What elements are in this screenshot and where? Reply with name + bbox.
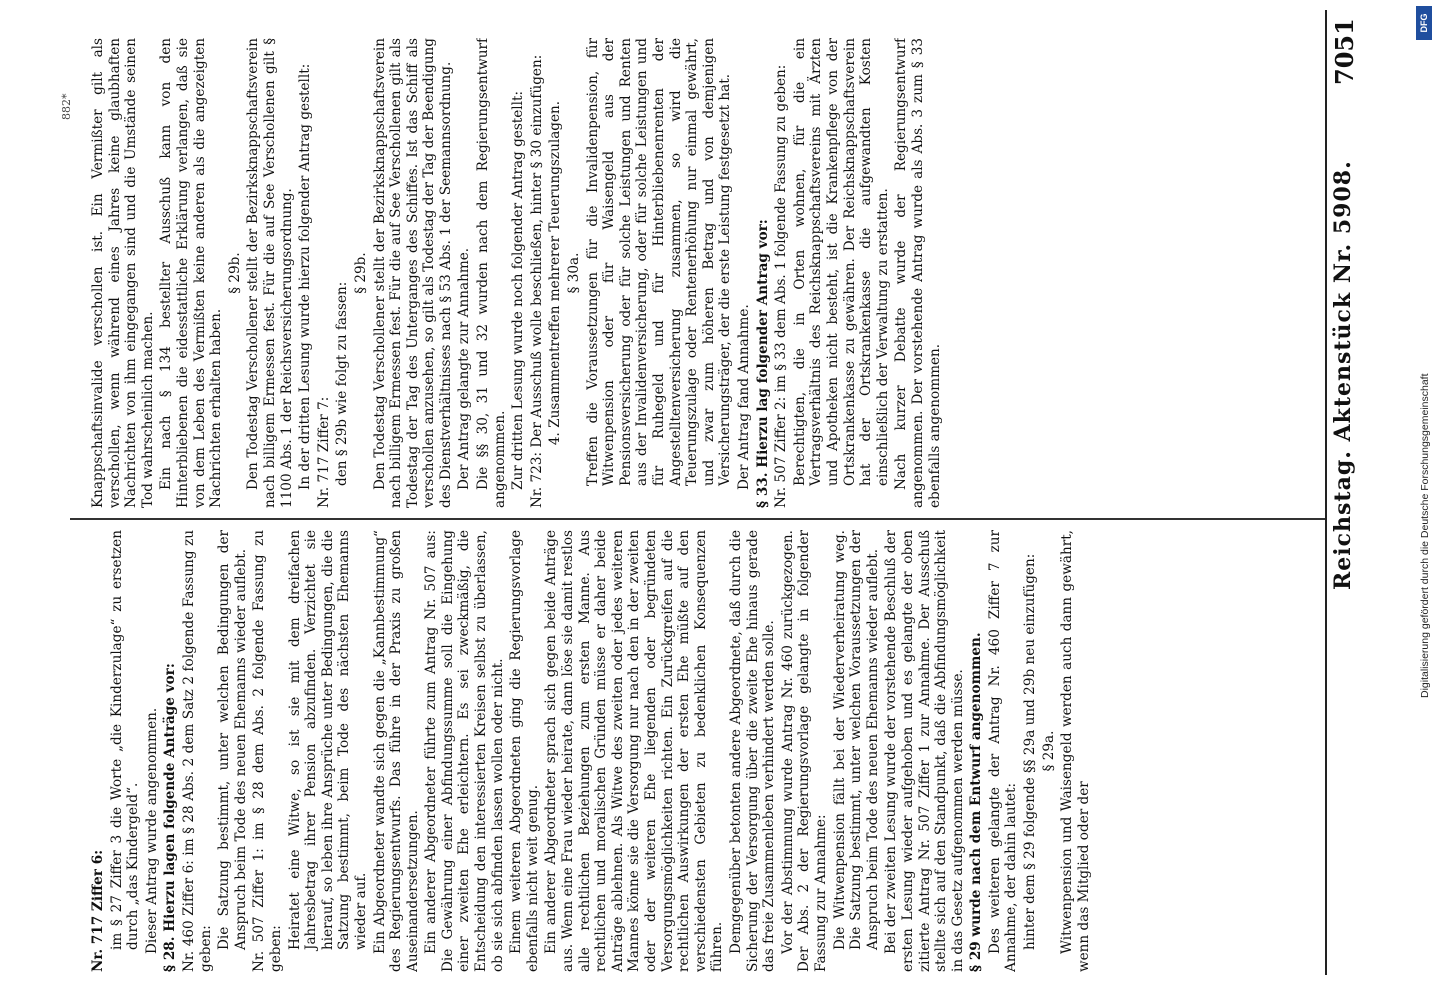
header-rule	[1325, 10, 1327, 975]
left-column-paragraph: Nr. 507 Ziffer 1: im § 28 dem Abs. 2 folgende Fassung zu geben:	[251, 530, 284, 972]
right-column-paragraph: § 29b.	[352, 252, 369, 294]
header-title: Reichstag. Aktenstück Nr. 5908.	[1330, 160, 1356, 590]
page-number: 7051	[1330, 18, 1359, 85]
right-column-paragraph: § 29b.	[226, 252, 243, 294]
dfg-logo-text: DFG	[1419, 13, 1429, 33]
left-column-paragraph: § 28. Hierzu lagen folgende Anträge vor:	[162, 663, 179, 972]
left-column-paragraph: Nr. 460 Ziffer 6: im § 28 Abs. 2 dem Satz 2 folgende Fassung zu geben:	[180, 530, 214, 972]
page-header	[1330, 0, 1370, 1000]
right-column-paragraph: Berechtigten, die in Orten wohnen, für die ein Vertragsverhältnis des Reichsknappschaftsvereins mit Ärzten und Apotheken nicht besteht, ist die Krankenpflege von der Ortskrankenkasse zu gewähren. Der Reichsknappschaftsverein hat der Ortskrankenkasse die aufgewandten Kosten einschließlich der Verwaltung zu erstatten.	[791, 38, 891, 486]
credit-text: Digitalisierung gefördert durch die Deutsche Forschungsgemeinschaft	[1419, 373, 1431, 698]
left-column-paragraph: Demgegenüber betonten andere Abgeordnete, daß durch die Sicherung der Versorgung über die zweite Ehe hinaus gerade das freie Zusammenleben verhindert werden solle.	[727, 530, 778, 972]
right-column-paragraph: Ein nach § 134 bestellter Ausschuß kann von den Hinterbliebenen die eidesstattliche Erklärung verlangen, daß sie von dem Leben des Vermißten keine anderen als die angezeigten Nachrichten erhalten haben.	[158, 38, 225, 508]
left-column-paragraph: § 29 wurde nach dem Entwurf angenommen.	[968, 632, 985, 972]
right-column-paragraph: Nr. 717 Ziffer 7:	[315, 396, 332, 508]
right-column-paragraph: § 30a.	[566, 252, 583, 294]
left-column-paragraph: hinter dem § 29 folgende §§ 29a und 29b neu einzufügen:	[1022, 553, 1039, 950]
left-column-paragraph: Die Witwenpension fällt bei der Wiederverheiratung weg. Die Satzung bestimmt, unter welchen Voraussetzungen der Anspruch beim Tode des neuen Ehemanns wieder auflebt.	[831, 530, 881, 950]
right-column-paragraph: Zur dritten Lesung wurde noch folgender Antrag gestellt:	[510, 90, 527, 490]
left-column-paragraph: Ein anderer Abgeordneter führte zum Antrag Nr. 507 aus: Die Gewährung einer Abfindungssumme soll die Eingehung einer zweiten Ehe erleichtern. Es sei zweckmäßig, die Entscheidung den interessierten Kreisen selbst zu überlassen, ob sie sich abfinden lassen wollen oder nicht.	[423, 530, 506, 972]
right-column-paragraph: Nach kurzer Debatte wurde der Regierungsentwurf angenommen. Der vorstehende Antrag wurde als Abs. 3 zum § 33 ebenfalls angenommen.	[893, 38, 943, 508]
left-column-paragraph: Ein Abgeordneter wandte sich gegen die „Kannbestimmung“ des Regierungsentwurfs. Das führe in der Praxis zu großen Auseinandersetzungen.	[371, 530, 421, 972]
left-column-paragraph: Nr. 717 Ziffer 6:	[90, 849, 106, 972]
left-column-paragraph: Die Satzung bestimmt, unter welchen Bedingungen der Anspruch beim Tode des neuen Ehemanns wieder auflebt.	[216, 530, 249, 950]
right-column-paragraph: den § 29b wie folgt zu fassen:	[334, 281, 351, 486]
right-column-paragraph: Den Todestag Verschollener stellt der Bezirksknappschaftsverein nach billigem Ermessen fest. Für die auf See Verschollenen gilt als Todestag der Tag des Unterganges des Schiffes. Ist das Schiff als verschollen anzusehen, so gilt als Todestag der Tag der Beendigung des Dienstverhältnisses nach § 53 Abs. 1 der Seemannsordnung.	[371, 38, 454, 508]
right-column-paragraph: In der dritten Lesung wurde hierzu folgender Antrag gestellt:	[297, 63, 314, 490]
left-column-paragraph: Ein anderer Abgeordneter sprach sich gegen beide Anträge aus. Wenn eine Frau wieder heirate, dann löse sie damit restlos alle rechtlichen Beziehungen zum ersten Manne. Aus rechtlichen und moralischen Gründen müsse er daher beide Anträge ablehnen. Als Witwe des zweiten oder jedes weiteren Mannes könne sie die Versorgung nur nach den in der zweiten oder der weiteren Ehe liegenden oder begründeten Versorgungsmöglichkeiten richten. Ein Zurückgreifen auf die rechtlichen Auswirkungen der ersten Ehe müßte auf den verschiedensten Gebieten zu bedenklichen Konsequenzen führen.	[543, 530, 726, 972]
column-divider	[70, 518, 1325, 520]
right-column-paragraph: Nr. 723: Der Ausschuß wolle beschließen, hinter § 30 einzufügen:	[528, 54, 545, 508]
left-column	[90, 530, 1320, 972]
right-column	[90, 38, 1320, 508]
left-column-paragraph: § 29a.	[1040, 730, 1057, 772]
left-column-paragraph: Dieser Antrag wurde angenommen.	[143, 707, 160, 954]
left-column-paragraph: Bei der zweiten Lesung wurde der vorstehende Beschluß der ersten Lesung wieder aufgehoben und es gelangte der oben zitierte Antrag Nr. 507 Ziffer 1 zur Annahme. Der Ausschuß stellte sich auf den Standpunkt, daß die Abfindungsmöglichkeit in das Gesetz aufgenommen werden müsse.	[883, 530, 966, 972]
right-column-paragraph: Die §§ 30, 31 und 32 wurden nach dem Regierungsentwurf angenommen.	[475, 38, 508, 508]
sidebar-credit	[1414, 8, 1432, 698]
right-column-paragraph: Treffen die Voraussetzungen für die Invalidenpension, für Witwenpension oder für Waisengeld aus der Pensionsversicherung oder für solche Leistungen und Renten aus der Invalidenversicherung, oder für solche Leistungen und für Ruhegeld und für Hinterbliebenenrenten der Angestelltenversicherung zusammen, so wird die Teuerungszulage oder Rentenerhöhung nur einmal gewährt, und zwar zum höheren Betrag und von demjenigen Versicherungsträger, der die erste Leistung festgesetzt hat.	[584, 38, 734, 486]
right-column-paragraph: Der Antrag fand Annahme.	[735, 304, 752, 490]
left-column-paragraph: Einem weiteren Abgeordneten ging die Regierungsvorlage ebenfalls nicht weit genug.	[508, 530, 541, 972]
footnote-mark: 882*	[60, 93, 73, 120]
left-column-paragraph: Vor der Abstimmung wurde Antrag Nr. 460 zurückgezogen. Der Abs. 2 der Regierungsvorlage gelangte in folgender Fassung zur Annahme:	[779, 530, 829, 972]
right-column-paragraph: Den Todestag Verschollener stellt der Bezirksknappschaftsverein nach billigem Ermessen fest. Für die auf See Verschollenen gilt § 1100 Abs. 1 der Reichsversicherungsordnung.	[245, 38, 295, 508]
left-column-paragraph: Heiratet eine Witwe, so ist sie mit dem dreifachen Jahresbetrag ihrer Pension abzufinden. Verzichtet sie hierauf, so leben ihre Ansprüche unter Bedingungen, die die Satzung bestimmt, beim Tode des nächsten Ehemanns wieder auf.	[286, 530, 369, 950]
left-column-paragraph: im § 27 Ziffer 3 die Worte „die Kinderzulage“ zu ersetzen durch „das Kindergeld“.	[108, 530, 142, 950]
left-column-paragraph: Witwenpension und Waisengeld werden auch dann gewährt, wenn das Mitglied oder der	[1059, 530, 1092, 972]
right-column-paragraph: 4. Zusammentreffen mehrerer Teuerungszulagen.	[547, 100, 564, 446]
right-column-paragraph: Nr. 507 Ziffer 2: im § 33 dem Abs. 1 folgende Fassung zu geben:	[773, 64, 790, 508]
right-column-paragraph: Knappschaftsinvalide verschollen ist. Ein Vermißter gilt als verschollen, wenn während eines Jahres keine glaubhaften Nachrichten von ihm eingegangen sind und die Umstände seinen Tod wahrscheinlich machen.	[90, 38, 156, 508]
right-column-paragraph: § 33. Hierzu lag folgender Antrag vor:	[754, 219, 771, 508]
left-column-paragraph: Des weiteren gelangte der Antrag Nr. 460 Ziffer 7 zur Annahme, der dahin lautet:	[986, 530, 1020, 972]
dfg-logo	[1416, 6, 1432, 40]
right-column-paragraph: Der Antrag gelangte zur Annahme.	[456, 247, 473, 490]
